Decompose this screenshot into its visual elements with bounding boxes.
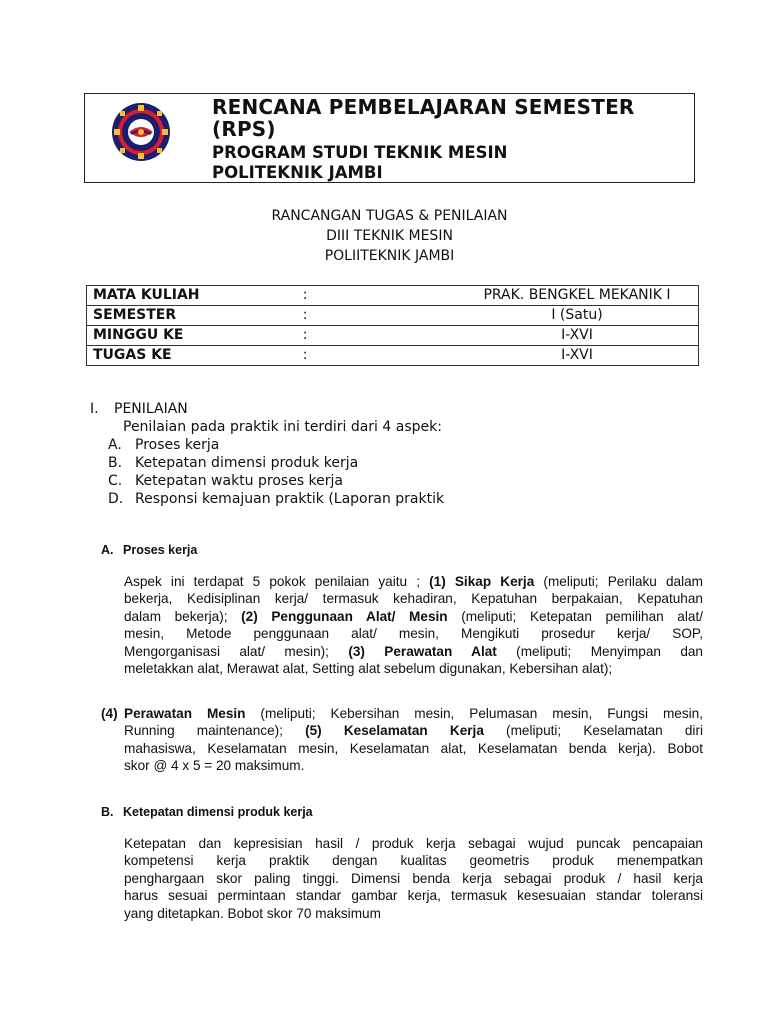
list-item: A. Proses kerja [108,437,220,453]
info-colon: : [290,306,462,326]
section-i-intro: Penilaian pada praktik ini terdiri dari 4 aspek: [123,419,442,435]
info-label: TUGAS KE [87,346,290,366]
subheading-proses-kerja: A. Proses kerja [101,543,198,557]
text-line: meletakkan alat, Merawat alat, Setting alat sebelum digunakan, Kebersihan alat); [124,661,613,677]
paragraph-ketepatan-dimensi [124,835,703,922]
text-line: bekerja, Kedisiplinan kerja/ termasuk kehadiran, Kepatuhan berpakaian, Kepatuhan [124,591,703,607]
document-subtitle: PROGRAM STUDI TEKNIK MESIN POLITEKNIK JAMBI [212,143,508,182]
text-line: kompetensi kerja praktik dengan kualitas geometris produk menempatkan [124,853,703,869]
text-line: mesin, Metode penggunaan alat/ mesin, Mengikuti prosedur kerja/ SOP, [124,626,703,642]
section-i-heading: I. PENILAIAN [90,401,188,417]
info-value: PRAK. BENGKEL MEKANIK I [462,286,699,306]
info-row [87,306,699,326]
text-line: mahasiswa, Keselamatan mesin, Keselamatan alat, Keselamatan benda kerja). Bobot [124,740,703,756]
info-colon: : [290,286,462,306]
center-heading: RANCANGAN TUGAS & PENILAIAN DIII TEKNIK MESIN POLIITEKNIK JAMBI [271,208,508,264]
info-label: MATA KULIAH [87,286,290,306]
paragraph-perawatan-mesin [101,705,703,775]
info-colon: : [290,326,462,346]
text-line: penghargaan skor paling tinggi. Dimensi benda kerja sebagai produk / hasil kerja [124,870,703,886]
text-line: Mengorganisasi alat/ mesin); (3) Perawatan Alat (meliputi; Menyimpan dan [124,643,703,659]
list-item: D. Responsi kemajuan praktik (Laporan praktik [108,491,445,507]
aspect-list [108,436,444,508]
info-value: I-XVI [462,326,699,346]
info-value: I (Satu) [462,306,699,326]
text-line: Running maintenance); (5) Keselamatan Kerja (meliputi; Keselamatan diri [124,723,703,739]
list-item: C. Ketepatan waktu proses kerja [108,473,344,489]
text-line: skor @ 4 x 5 = 20 maksimum. [124,758,305,774]
info-label: SEMESTER [87,306,290,326]
subheading-ketepatan-dimensi: B. Ketepatan dimensi produk kerja [101,805,313,819]
paragraph-proses-kerja [124,573,703,677]
item-number: (4) [101,706,118,721]
info-row [87,326,699,346]
info-row [87,346,699,366]
text-line: yang ditetapkan. Bobot skor 70 maksimum [124,905,381,921]
info-value: I-XVI [462,346,699,366]
info-row [87,286,699,306]
list-item: B. Ketepatan dimensi produk kerja [108,455,359,471]
header-box [84,93,695,183]
text-line: Ketepatan dan kepresisian hasil / produk kerja sebagai wujud puncak pencapaian [124,836,703,851]
info-label: MINGGU KE [87,326,290,346]
text-line: dalam bekerja); (2) Penggunaan Alat/ Mesin (meliputi; Ketepatan pemilihan alat/ [124,608,703,624]
text-line: harus sesuai permintaan standar gambar kerja, termasuk kesesuaian standar toleransi [124,888,703,904]
text-line: Perawatan Mesin (meliputi; Kebersihan mesin, Pelumasan mesin, Fungsi mesin, [124,706,703,721]
course-info-table [86,285,699,366]
politeknik-jambi-logo-icon [111,102,171,162]
text-line: Aspek ini terdapat 5 pokok penilaian yaitu ; (1) Sikap Kerja (meliputi; Perilaku dalam [124,574,703,589]
document-title: RENCANA PEMBELAJARAN SEMESTER (RPS) [212,95,635,141]
info-colon: : [290,346,462,366]
